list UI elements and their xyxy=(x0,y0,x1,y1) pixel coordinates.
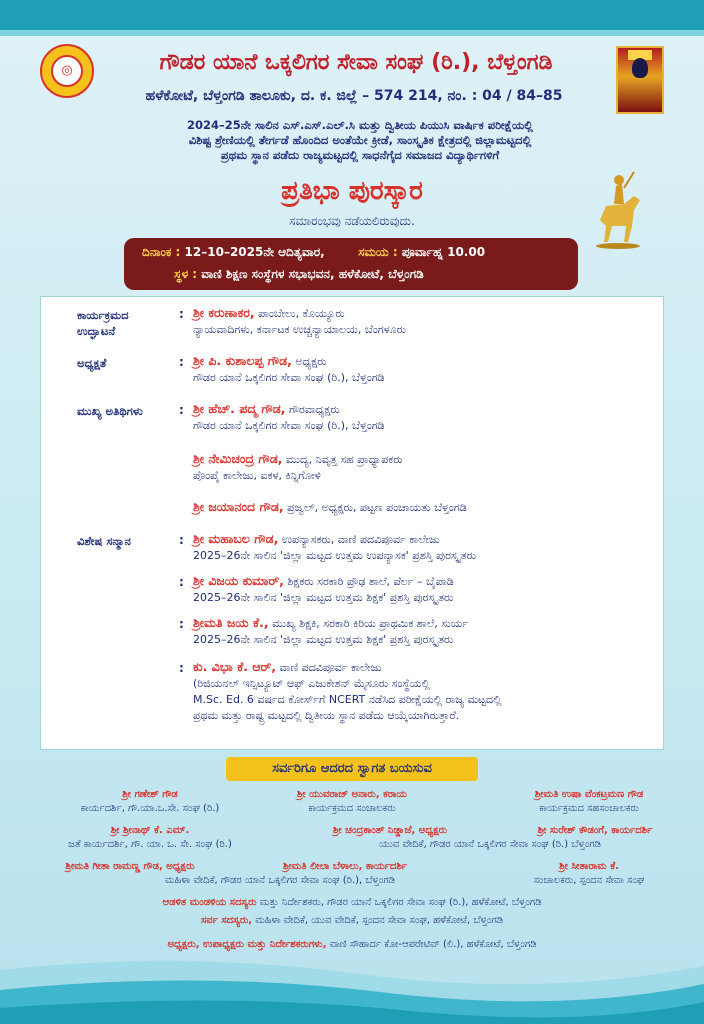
person-name: ಶ್ರೀ ಜಯಾನಂದ ಗೌಡ, xyxy=(193,499,284,514)
intro-line: 2024–25ನೇ ಸಾಲಿನ ಎಸ್.ಎಸ್.ಎಲ್.ಸಿ ಮತ್ತು ದ್ವಿತೀಯ ಪಿಯುಸಿ ವಾರ್ಷಿಕ ಪರೀಕ್ಷೆಯಲ್ಲಿ xyxy=(187,118,533,132)
host-name: ಶ್ರೀ ಶ್ರೀನಾಥ್ ಕೆ. ಎಮ್. xyxy=(110,825,190,836)
honouree xyxy=(193,573,454,606)
host-entry xyxy=(240,860,450,874)
person-desc: ಮುಖ್ಯ ಶಿಕ್ಷಕಿ, ಸರಕಾರಿ ಕಿರಿಯ ಪ್ರಾಥಮಿಕ ಶಾಲೆ, ಸುರ್ಯ xyxy=(268,617,469,630)
person-name: ಶ್ರೀ ಮಹಾಬಲ ಗೌಡ, xyxy=(193,531,279,546)
host-name: ಶ್ರೀ ಸುರೇಶ್ ಕೌಡಂಗೆ, ಕಾರ್ಯದರ್ಶಿ xyxy=(537,825,653,836)
organization-address: ಹಳೆಕೋಟೆ, ಬೆಳ್ತಂಗಡಿ ತಾಲೂಕು, ದ. ಕ. ಜಿಲ್ಲೆ – 574 214, ನಂ. : 04 / 84–85 xyxy=(145,88,563,104)
venue-label: ಸ್ಥಳ : xyxy=(174,267,198,281)
person-name: ಶ್ರೀಮತಿ ಜಯ ಕೆ., xyxy=(193,615,269,630)
association-emblem-icon: ◎ xyxy=(40,44,94,98)
organization-title: ಗೌಡರ ಯಾನೆ ಒಕ್ಕಲಿಗರ ಸೇವಾ ಸಂಘ (ರಿ.), ಬೆಳ್ತಂಗಡಿ xyxy=(159,50,553,75)
host-role-row xyxy=(290,838,690,852)
award-title: ಪ್ರತಿಭಾ ಪುರಸ್ಕಾರ xyxy=(281,176,423,206)
host-role: ಜತೆ ಕಾರ್ಯದರ್ಶಿ, ಗೌ. ಯಾ. ಒ. ಸೇ. ಸಂಘ (ರಿ.) xyxy=(68,839,232,850)
welcome-banner: ಸರ್ವರಿಗೂ ಆದರದ ಸ್ವಾಗತ ಬಯಸುವ xyxy=(226,757,478,781)
inaugurator xyxy=(193,305,406,338)
person-desc: ಶಿಕ್ಷಕರು ಸರಕಾರಿ ಪ್ರೌಢ ಶಾಲೆ, ಪೆರ್ಲ – ಬೈಪಾಡಿ xyxy=(283,575,454,588)
colon: : xyxy=(179,403,184,417)
deity-portrait-icon xyxy=(616,46,664,114)
footer-highlight: ಆಡಳಿತ ಮಂಡಳಿಯ ಸದಸ್ಯರು xyxy=(162,897,257,908)
footer-highlight: ಸರ್ವ ಸದಸ್ಯರು, xyxy=(200,915,253,926)
person-desc: ನ್ಯಾಯವಾದಿಗಳು, ಕರ್ನಾಟಕ ಉಚ್ಚನ್ಯಾಯಾಲಯ, ಬೆಂಗಳೂರು xyxy=(193,323,406,336)
person-desc: 2025–26ನೇ ಸಾಲಿನ 'ಜಿಲ್ಲಾ ಮಟ್ಟದ ಉತ್ತಮ ಶಿಕ್ಷಕ' ಪ್ರಶಸ್ತಿ ಪುರಸ್ಕೃತರು xyxy=(193,591,454,604)
person-desc: ಮುದ್ಯ, ನಿವೃತ್ತ ಸಹ ಪ್ರಾಧ್ಯಾಪಕರು xyxy=(282,453,403,466)
footer-line xyxy=(40,914,664,928)
host-name: ಶ್ರೀಮತಿ ಗೀತಾ ರಾಮಣ್ಣ ಗೌಡ, ಅಧ್ಯಕ್ಷರು xyxy=(65,861,195,872)
invitation-intro xyxy=(60,118,660,163)
host-entry xyxy=(60,788,240,816)
host-role: ಕಾರ್ಯಕ್ರಮದ ಸಹಸಂಚಾಲಕರು xyxy=(539,803,639,814)
host-name: ಶ್ರೀ ಸೀತಾರಾಮ ಕೆ. xyxy=(559,861,619,872)
venue-row xyxy=(174,267,424,282)
date-value: 12–10–2025ನೇ ಆದಿತ್ಯವಾರ, xyxy=(184,245,325,259)
venue-value: ವಾಣಿ ಶಿಕ್ಷಣ ಸಂಸ್ಥೆಗಳ ಸಭಾಭವನ, ಹಳೆಕೋಟೆ, ಬೆಳ್ತಂಗಡಿ xyxy=(201,267,424,281)
role-chief-guests: ಮುಖ್ಯ ಅತಿಥಿಗಳು xyxy=(77,404,143,418)
top-band-accent xyxy=(0,30,704,36)
person-name: ಶ್ರೀ ಹೆಚ್. ಪದ್ಮ ಗೌಡ, xyxy=(193,401,286,416)
colon: : xyxy=(179,575,184,589)
time-value: ಪೂರ್ವಾಹ್ನ 10.00 xyxy=(401,245,486,259)
footer-text: ಮಹಿಳಾ ವೇದಿಕೆ, ಯುವ ವೇದಿಕೆ, ಸ್ಪಂದನ ಸೇವಾ ಸಂಘ, ಹಳೆಕೋಟೆ, ಬೆಳ್ತಂಗಡಿ xyxy=(252,915,504,926)
person-name: ಶ್ರೀ ವಿಜಯ ಕುಮಾರ್, xyxy=(193,573,284,588)
host-entry xyxy=(262,788,442,816)
chief-guest xyxy=(193,401,385,434)
person-desc: ಗೌರವಾಧ್ಯಕ್ಷರು xyxy=(285,403,340,416)
top-band xyxy=(0,0,704,34)
host-role: ಸಂಚಾಲಕರು, ಸ್ಪಂದನ ಸೇವಾ ಸಂಘ xyxy=(533,875,645,886)
person-desc: (ರಿಜಿಯನಲ್ ಇನ್ಸಿಟ್ಯೂಟ್ ಆಫ್ ಎಜುಕೇಶನ್ ಮೈಸೂರು ಸಂಸ್ಥೆಯಲ್ಲಿ xyxy=(193,677,430,690)
horse-rider-statue-icon xyxy=(588,170,648,250)
person-desc: 2025–26ನೇ ಸಾಲಿನ 'ಜಿಲ್ಲಾ ಮಟ್ಟದ ಉತ್ತಮ ಶಿಕ್ಷಕ' ಪ್ರಶಸ್ತಿ ಪುರಸ್ಕೃತರು xyxy=(193,633,454,646)
host-name: ಶ್ರೀ ಗಣೇಶ್ ಗೌಡ xyxy=(122,789,178,800)
date-time-row xyxy=(142,245,485,260)
host-name: ಶ್ರೀಮತಿ ಲೀಲಾ ಬೆಳಾಲು, ಕಾರ್ಯದರ್ಶಿ xyxy=(282,861,407,872)
role-inauguration xyxy=(77,307,129,339)
colon: : xyxy=(179,617,184,631)
person-desc: ಉಪನ್ಯಾಸಕರು, ವಾಣಿ ಪದವಿಪೂರ್ವ ಕಾಲೇಜು xyxy=(278,533,440,546)
host-entry xyxy=(500,824,690,838)
colon: : xyxy=(179,355,184,369)
host-entry xyxy=(494,788,684,816)
intro-line: ಪ್ರಥಮ ಸ್ಥಾನ ಪಡೆದು ರಾಜ್ಯಮಟ್ಟದಲ್ಲಿ ಸಾಧನೆಗೈದ ಸಮಾಜದ ವಿದ್ಯಾರ್ಥಿಗಳಿಗೆ xyxy=(220,148,500,162)
event-details-box xyxy=(124,238,578,290)
president xyxy=(193,353,385,386)
footer-text: ವಾಣಿ ಸೌಹಾರ್ದ ಕೋ-ಆಪರೇಟಿವ್ (ಲಿ.), ಹಳೆಕೋಟೆ, ಬೆಳ್ತಂಗಡಿ xyxy=(326,939,537,950)
footer-text: ಮತ್ತು ನಿರ್ದೇಶಕರು, ಗೌಡರ ಯಾನೆ ಒಕ್ಕಲಿಗರ ಸೇವಾ ಸಂಘ (ರಿ.), ಹಳೆಕೋಟೆ, ಬೆಳ್ತಂಗಡಿ xyxy=(256,897,542,908)
person-desc: M.Sc. Ed. 6 ವರ್ಷದ ಕೋರ್ಸ್‌ಗೆ NCERT ನಡೆಸಿದ ಪರೀಕ್ಷೆಯಲ್ಲಿ ರಾಜ್ಯ ಮಟ್ಟದಲ್ಲಿ xyxy=(193,693,502,706)
host-role: ಮಹಿಳಾ ವೇದಿಕೆ, ಗೌಡರ ಯಾನೆ ಒಕ್ಕಲಿಗರ ಸೇವಾ ಸಂಘ (ರಿ.), ಬೆಳ್ತಂಗಡಿ xyxy=(164,875,396,886)
person-name: ಶ್ರೀ ನೇಮಿಚಂದ್ರ ಗೌಡ, xyxy=(193,451,283,466)
program-panel xyxy=(40,296,664,750)
person-desc: ವಾಣಿ ಪದವಿಪೂರ್ವ ಕಾಲೇಜು xyxy=(275,661,382,674)
person-desc: ಗೌಡರ ಯಾನೆ ಒಕ್ಕಲಿಗರ ಸೇವಾ ಸಂಘ (ರಿ.), ಬೆಳ್ತಂಗಡಿ xyxy=(193,419,385,432)
footer-line xyxy=(40,896,664,910)
chief-guest xyxy=(193,499,467,516)
person-desc: 2025–26ನೇ ಸಾಲಿನ 'ಜಿಲ್ಲಾ ಮಟ್ಟದ ಉತ್ತಮ ಉಪನ್ಯಾಸಕ' ಪ್ರಶಸ್ತಿ ಪುರಸ್ಕೃತರು xyxy=(193,549,476,562)
honouree xyxy=(193,615,468,648)
person-desc: ಪಾಂಬೇಲು, ಕೊಯ್ಯೂರು xyxy=(254,307,345,320)
honouree xyxy=(193,659,501,724)
host-entry xyxy=(290,824,490,838)
person-desc: ಪೊಂಪೈ ಕಾಲೇಜು, ಐಕಳ, ಕಿನ್ನಿಗೋಳಿ xyxy=(193,469,321,482)
host-entry xyxy=(494,860,684,888)
host-name: ಶ್ರೀ ಚಂದ್ರಕಾಂತ್ ನಿಡ್ಡಾಜೆ, ಅಧ್ಯಕ್ಷರು xyxy=(332,825,448,836)
host-role: ಕಾರ್ಯದರ್ಶಿ, ಗೌ.ಯಾ.ಒ.ಸೇ. ಸಂಘ (ರಿ.) xyxy=(80,803,220,814)
person-desc: ಪ್ರಜ್ವಲ್, ಅಧ್ಯಕ್ಷರು, ಪಟ್ಟಣ ಪಂಚಾಯತು ಬೆಳ್ತಂಗಡಿ xyxy=(283,501,467,514)
person-desc: ಗೌಡರ ಯಾನೆ ಒಕ್ಕಲಿಗರ ಸೇವಾ ಸಂಘ (ರಿ.), ಬೆಳ್ತಂಗಡಿ xyxy=(193,371,385,384)
host-entry xyxy=(30,860,230,874)
honouree xyxy=(193,531,476,564)
date-label: ದಿನಾಂಕ : xyxy=(142,245,181,259)
colon: : xyxy=(179,307,184,321)
host-role: ಕಾರ್ಯಕ್ರಮದ ಸಂಚಾಲಕರು xyxy=(308,803,396,814)
ceremony-note: ಸಮಾರಂಭವು ನಡೆಯಲಿರುವುದು. xyxy=(289,214,415,228)
person-desc: ಪ್ರಥಮ ಮತ್ತು ರಾಷ್ಟ್ರ ಮಟ್ಟದಲ್ಲಿ ದ್ವಿತೀಯ ಸ್ಥಾನ ಪಡೆದು ಆಯ್ಕೆಯಾಗಿರುತ್ತಾರೆ. xyxy=(193,709,460,722)
host-entry xyxy=(30,824,270,852)
bottom-wave-decoration xyxy=(0,930,704,1024)
role-label-line: ಉದ್ಘಾಟನೆ xyxy=(77,324,116,338)
host-name: ಶ್ರೀ ಯುವರಾಜ್ ಅನಾರು, ಕರಾಯ xyxy=(296,789,408,800)
host-name: ಶ್ರೀಮತಿ ಉಷಾ ವೆಂಕಟ್ರಮಣ ಗೌಡ xyxy=(534,789,644,800)
footer-highlight: ಅಧ್ಯಕ್ಷರು, ಉಪಾಧ್ಯಕ್ಷರು ಮತ್ತು ನಿರ್ದೇಶಕರುಗಳು, xyxy=(167,939,327,950)
role-special-honour: ವಿಶೇಷ ಸನ್ಮಾನ xyxy=(77,534,131,548)
colon: : xyxy=(179,533,184,547)
role-president: ಅಧ್ಯಕ್ಷತೆ xyxy=(77,356,107,370)
role-label-line: ಕಾರ್ಯಕ್ರಮದ xyxy=(77,308,129,322)
chief-guest xyxy=(193,451,403,484)
person-desc: ಅಧ್ಯಕ್ಷರು xyxy=(291,355,327,368)
intro-line: ವಿಶಿಷ್ಟ ಶ್ರೇಣಿಯಲ್ಲಿ ತೇರ್ಗಡೆ ಹೊಂದಿದ ಅಂತೆಯೇ ಕ್ರೀಡೆ, ಸಾಂಸ್ಕೃತಿಕ ಕ್ಷೇತ್ರದಲ್ಲಿ ಜಿಲ್ಲಾಮಟ್ಟದಲ್ಲಿ xyxy=(188,133,532,147)
time-label: ಸಮಯ : xyxy=(358,245,398,259)
host-role: ಯುವ ವೇದಿಕೆ, ಗೌಡರ ಯಾನೆ ಒಕ್ಕಲಿಗರ ಸೇವಾ ಸಂಘ (ರಿ.) ಬೆಳ್ತಂಗಡಿ xyxy=(379,839,601,850)
person-name: ಕು. ವಿಭಾ ಕೆ. ಆರ್, xyxy=(193,659,276,674)
colon: : xyxy=(179,661,184,675)
person-name: ಶ್ರೀ ಕರುಣಾಕರ, xyxy=(193,305,255,320)
person-name: ಶ್ರೀ ಪಿ. ಕುಶಾಲಪ್ಪ ಗೌಡ, xyxy=(193,353,292,368)
host-role-row xyxy=(120,874,440,888)
